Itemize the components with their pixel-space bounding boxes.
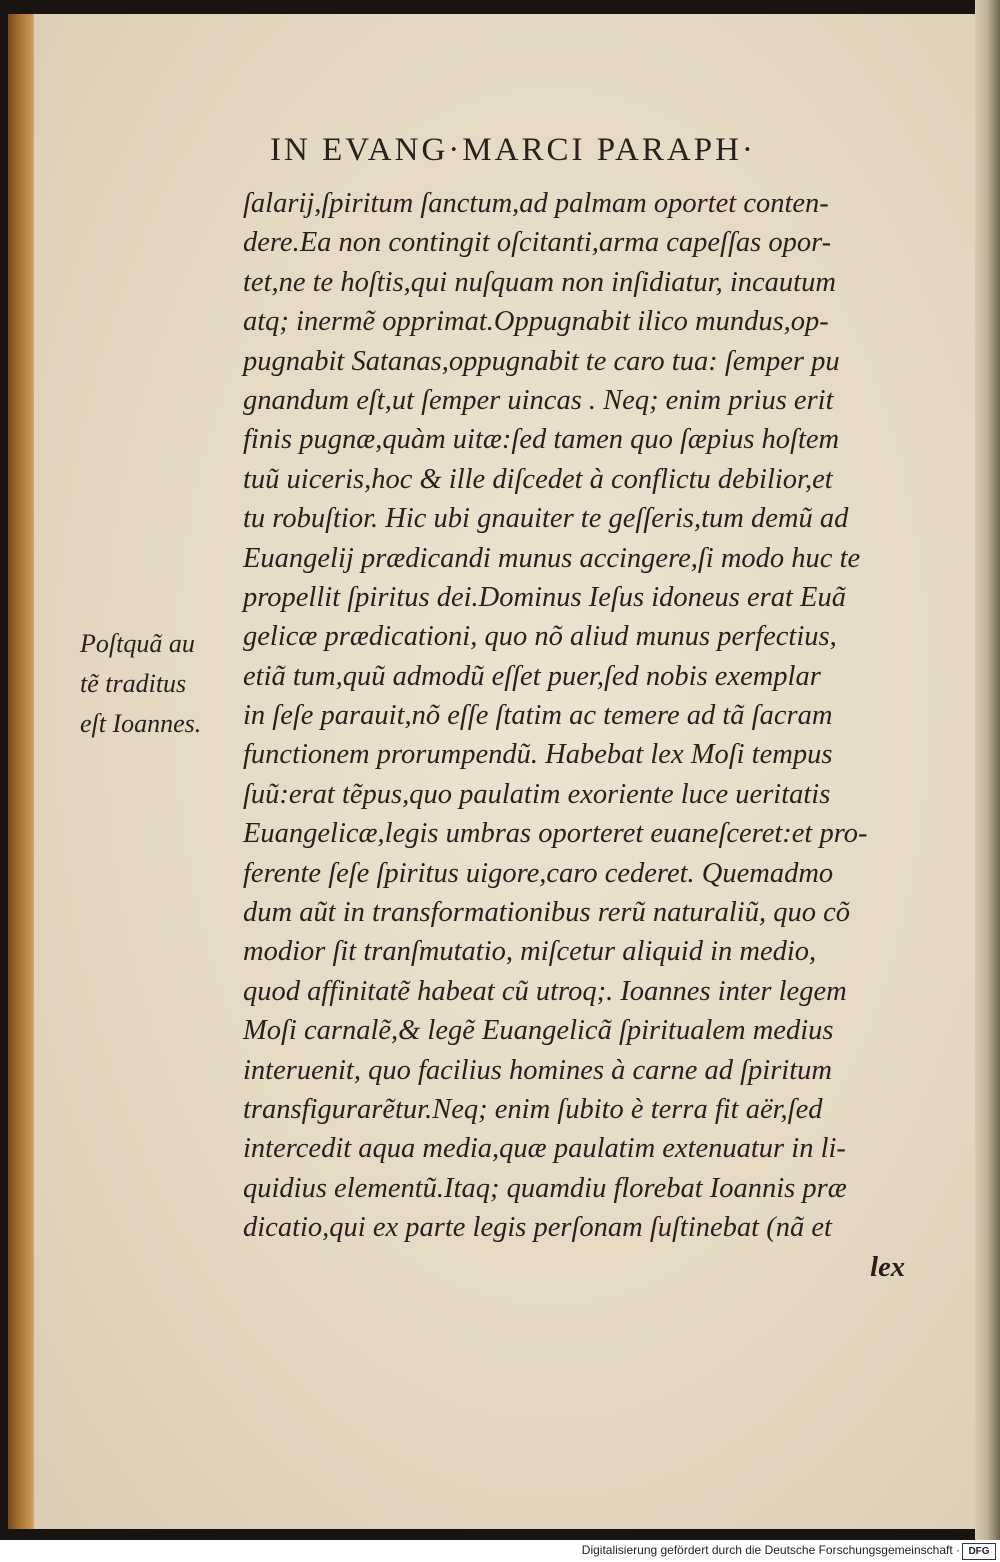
text-line: dere.Ea non contingit oſcitanti,arma capeſſas opor-: [243, 227, 832, 259]
text-line: pugnabit Satanas,oppugnabit te caro tua: ſemper pu: [243, 345, 840, 377]
text-line: ſuũ:erat tẽpus,quo paulatim exoriente luce ueritatis: [243, 778, 831, 810]
text-line: tet,ne te hoſtis,qui nuſquam non inſidiatur, incautum: [243, 266, 836, 298]
text-line: Euangelicæ,legis umbras oporteret euaneſceret:et pro-: [243, 818, 868, 850]
text-line: gnandum eſt,ut ſemper uincas . Neq; enim prius erit: [243, 384, 834, 416]
footer-credit: Digitalisierung gefördert durch die Deutsche Forschungsgemeinschaft ·: [581, 1543, 960, 1557]
text-line: dicatio,qui ex parte legis perſonam ſuſtinebat (nã et: [243, 1212, 832, 1244]
marginal-line: Poſtquã au: [80, 629, 195, 658]
text-line: finis pugnæ,quàm uitæ:ſed tamen quo ſæpius hoſtem: [243, 424, 840, 456]
text-line: ferente ſeſe ſpiritus uigore,caro cederet. Quemadmo: [243, 857, 834, 889]
footer-bar: [0, 1540, 1000, 1562]
text-line: interuenit, quo facilius homines à carne ad ſpiritum: [243, 1054, 832, 1086]
page-edge-right: [975, 0, 1000, 1540]
text-line: in ſeſe parauit,nõ eſſe ſtatim ac temere ad tã ſacram: [243, 700, 833, 732]
text-line: tuũ uiceris,hoc & ille diſcedet à conflictu debilior,et: [243, 463, 833, 495]
marginal-line: eſt Ioannes.: [80, 709, 202, 738]
text-line: propellit ſpiritus dei.Dominus Ieſus idoneus erat Euã: [243, 581, 846, 613]
text-line: dum aũt in transformationibus rerũ naturaliũ, quo cõ: [243, 897, 850, 929]
text-line: ſalarij,ſpiritum ſanctum,ad palmam oportet conten-: [243, 188, 829, 219]
text-line: functionem prorumpendũ. Habebat lex Moſi tempus: [243, 739, 833, 771]
text-line: modior ſit tranſmutatio, miſcetur aliquid in medio,: [243, 936, 817, 968]
text-line: intercedit aqua media,quæ paulatim extenuatur in li-: [243, 1133, 846, 1165]
text-line: transfigurarẽtur.Neq; enim ſubito è terra fit aër,ſed: [243, 1093, 823, 1125]
catchword: lex: [870, 1251, 905, 1283]
marginal-note: [80, 624, 250, 744]
running-title: IN EVANG·MARCI PARAPH·: [270, 132, 756, 168]
text-line: quidius elementũ.Itaq; quamdiu florebat Ioannis præ: [243, 1172, 847, 1204]
dfg-logo: DFG: [962, 1543, 996, 1560]
text-line: Euangelij prædicandi munus accingere,ſi modo huc te: [243, 542, 861, 574]
text-line: Moſi carnalẽ,& legẽ Euangelicã ſpiritualem medius: [243, 1015, 834, 1047]
text-line: tu robuſtior. Hic ubi gnauiter te geſſeris,tum demũ ad: [243, 503, 849, 535]
text-line: quod affinitatẽ habeat cũ utroq;. Ioannes inter legem: [243, 975, 847, 1007]
marginal-line: tẽ traditus: [80, 669, 187, 698]
text-line: atq; inermẽ opprimat.Oppugnabit ilico mundus,op-: [243, 306, 829, 338]
text-line: etiã tum,quũ admodũ eſſet puer,ſed nobis exemplar: [243, 660, 821, 692]
body-text: [243, 184, 933, 1287]
text-line: gelicæ prædicationi, quo nõ aliud munus perfectius,: [243, 621, 837, 653]
